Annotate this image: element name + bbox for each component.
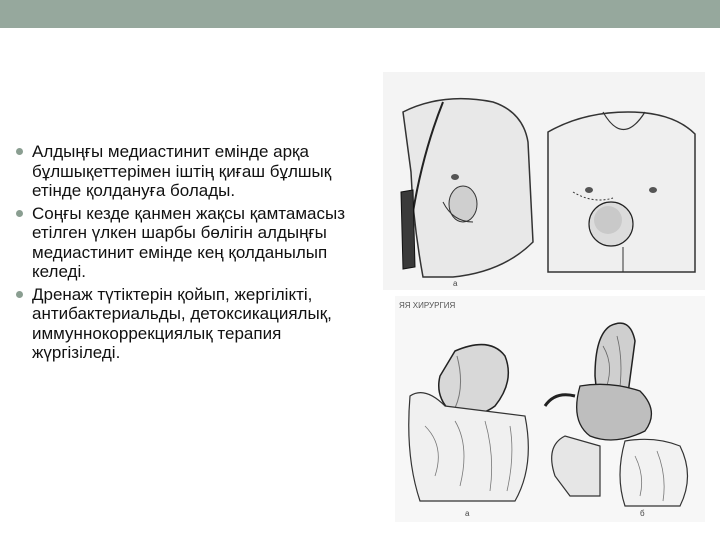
- bullet-item: [14, 204, 374, 282]
- figure-label-a: а: [453, 279, 458, 288]
- bullet-item: [14, 285, 374, 363]
- slide-top-bar: [0, 0, 720, 28]
- torso-flap-illustration: [383, 72, 705, 290]
- figure-label-b: б: [640, 509, 645, 518]
- figure-header: ЯЯ ХИРУРГИЯ: [399, 301, 456, 310]
- bullet-dot-icon: [16, 291, 23, 298]
- bullet-list: [14, 142, 374, 366]
- bullet-text: Соңғы кезде қанмен жақсы қамтамасыз етілген үлкен шарбы бөлігін алдыңғы медиастинит емінде кең қолданылып келеді.: [32, 203, 346, 281]
- bullet-dot-icon: [16, 210, 23, 217]
- omentum-illustration: [395, 296, 705, 522]
- bullet-item: [14, 142, 374, 201]
- figure-label-a: а: [465, 509, 470, 518]
- bullet-text: Дренаж түтіктерін қойып, жергілікті, антибактериальды, детоксикациялық, иммуннокоррекциялық терапия жүргізіледі.: [32, 284, 332, 362]
- bullet-dot-icon: [16, 148, 23, 155]
- bullet-text: Алдыңғы медиастинит емінде арқа бұлшықеттерімен іштің қиғаш бұлшық етінде қолдануға болады.: [32, 142, 332, 200]
